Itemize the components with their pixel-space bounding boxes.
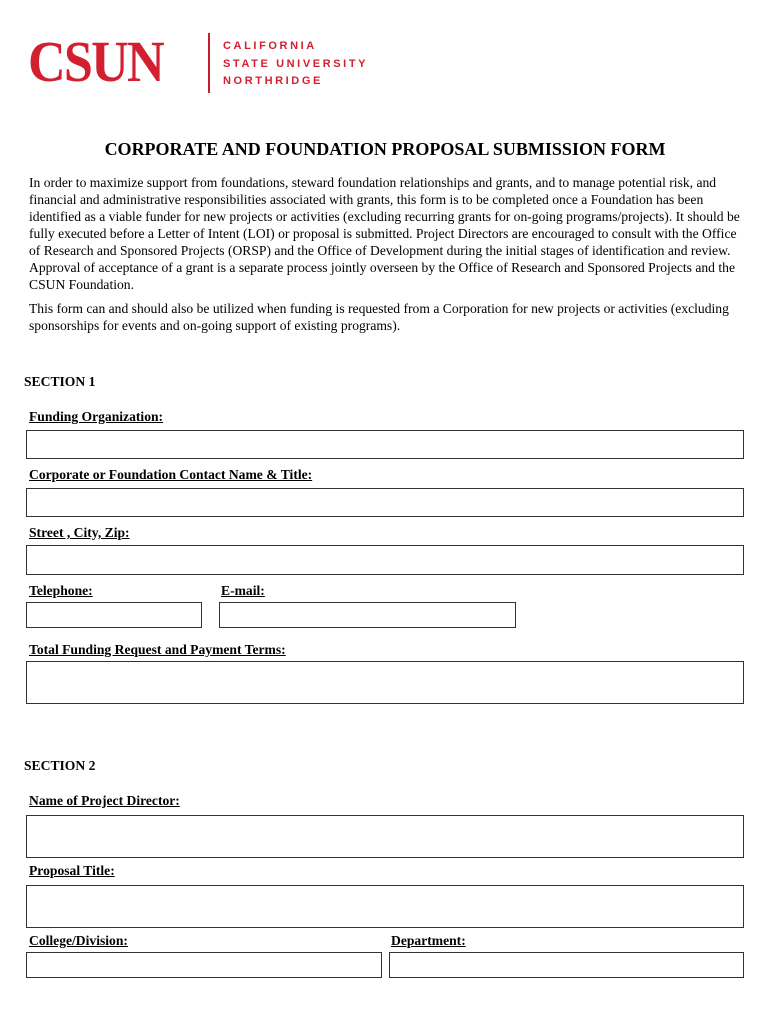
college-division-input[interactable] [26,952,382,978]
intro-paragraph-2: This form can and should also be utilized when funding is requested from a Corporation for new projects or activities (excluding sponsorships for events and on-going support of existing programs). [29,301,729,333]
proposal-title-input[interactable] [26,885,744,928]
project-director-input[interactable] [26,815,744,858]
proposal-title-label: Proposal Title: [29,863,115,878]
funding-request-label: Total Funding Request and Payment Terms: [29,642,286,657]
department-input[interactable] [389,952,744,978]
university-name [223,38,368,91]
college-division-label: College/Division: [29,933,128,948]
department-label: Department: [391,933,466,948]
funding-request-input[interactable] [26,661,744,704]
street-city-zip-label: Street , City, Zip: [29,525,130,540]
csun-logo: CSUN [28,29,163,94]
funding-organization-input[interactable] [26,430,744,459]
university-line-1: CALIFORNIA [223,40,317,52]
funding-organization-label: Funding Organization: [29,409,164,424]
telephone-label: Telephone: [29,583,93,598]
university-line-3: NORTHRIDGE [223,75,323,87]
email-input[interactable] [219,602,516,628]
contact-name-title-label: Corporate or Foundation Contact Name & Title: [29,467,313,482]
intro-text [29,174,749,341]
telephone-input[interactable] [26,602,202,628]
section-1-heading: SECTION 1 [24,374,96,389]
intro-paragraph-1: In order to maximize support from foundations, steward foundation relationships and grants, and to manage potential risk, and financial and administrative responsibilities associated with grants, this form is to be completed once a Foundation has been identified as a viable funder for new projects or activities (excluding recurring grants for on-going programs/projects). It should be fully executed before a Letter of Intent (LOI) or proposal is submitted. Project Directors are encouraged to consult with the Office of Research and Sponsored Projects (ORSP) and the Office of Development during the initial stages of identification and review. Approval of acceptance of a grant is a separate process jointly overseen by the Office of Research and Sponsored Projects and the CSUN Foundation. [29,175,740,292]
email-label: E-mail: [221,583,265,598]
project-director-label: Name of Project Director: [29,793,180,808]
form-title: CORPORATE AND FOUNDATION PROPOSAL SUBMISSION FORM [104,139,666,159]
section-2-heading: SECTION 2 [24,758,96,773]
logo-divider [208,33,210,93]
university-line-2: STATE UNIVERSITY [223,57,369,70]
contact-name-title-input[interactable] [26,488,744,517]
street-city-zip-input[interactable] [26,545,744,575]
